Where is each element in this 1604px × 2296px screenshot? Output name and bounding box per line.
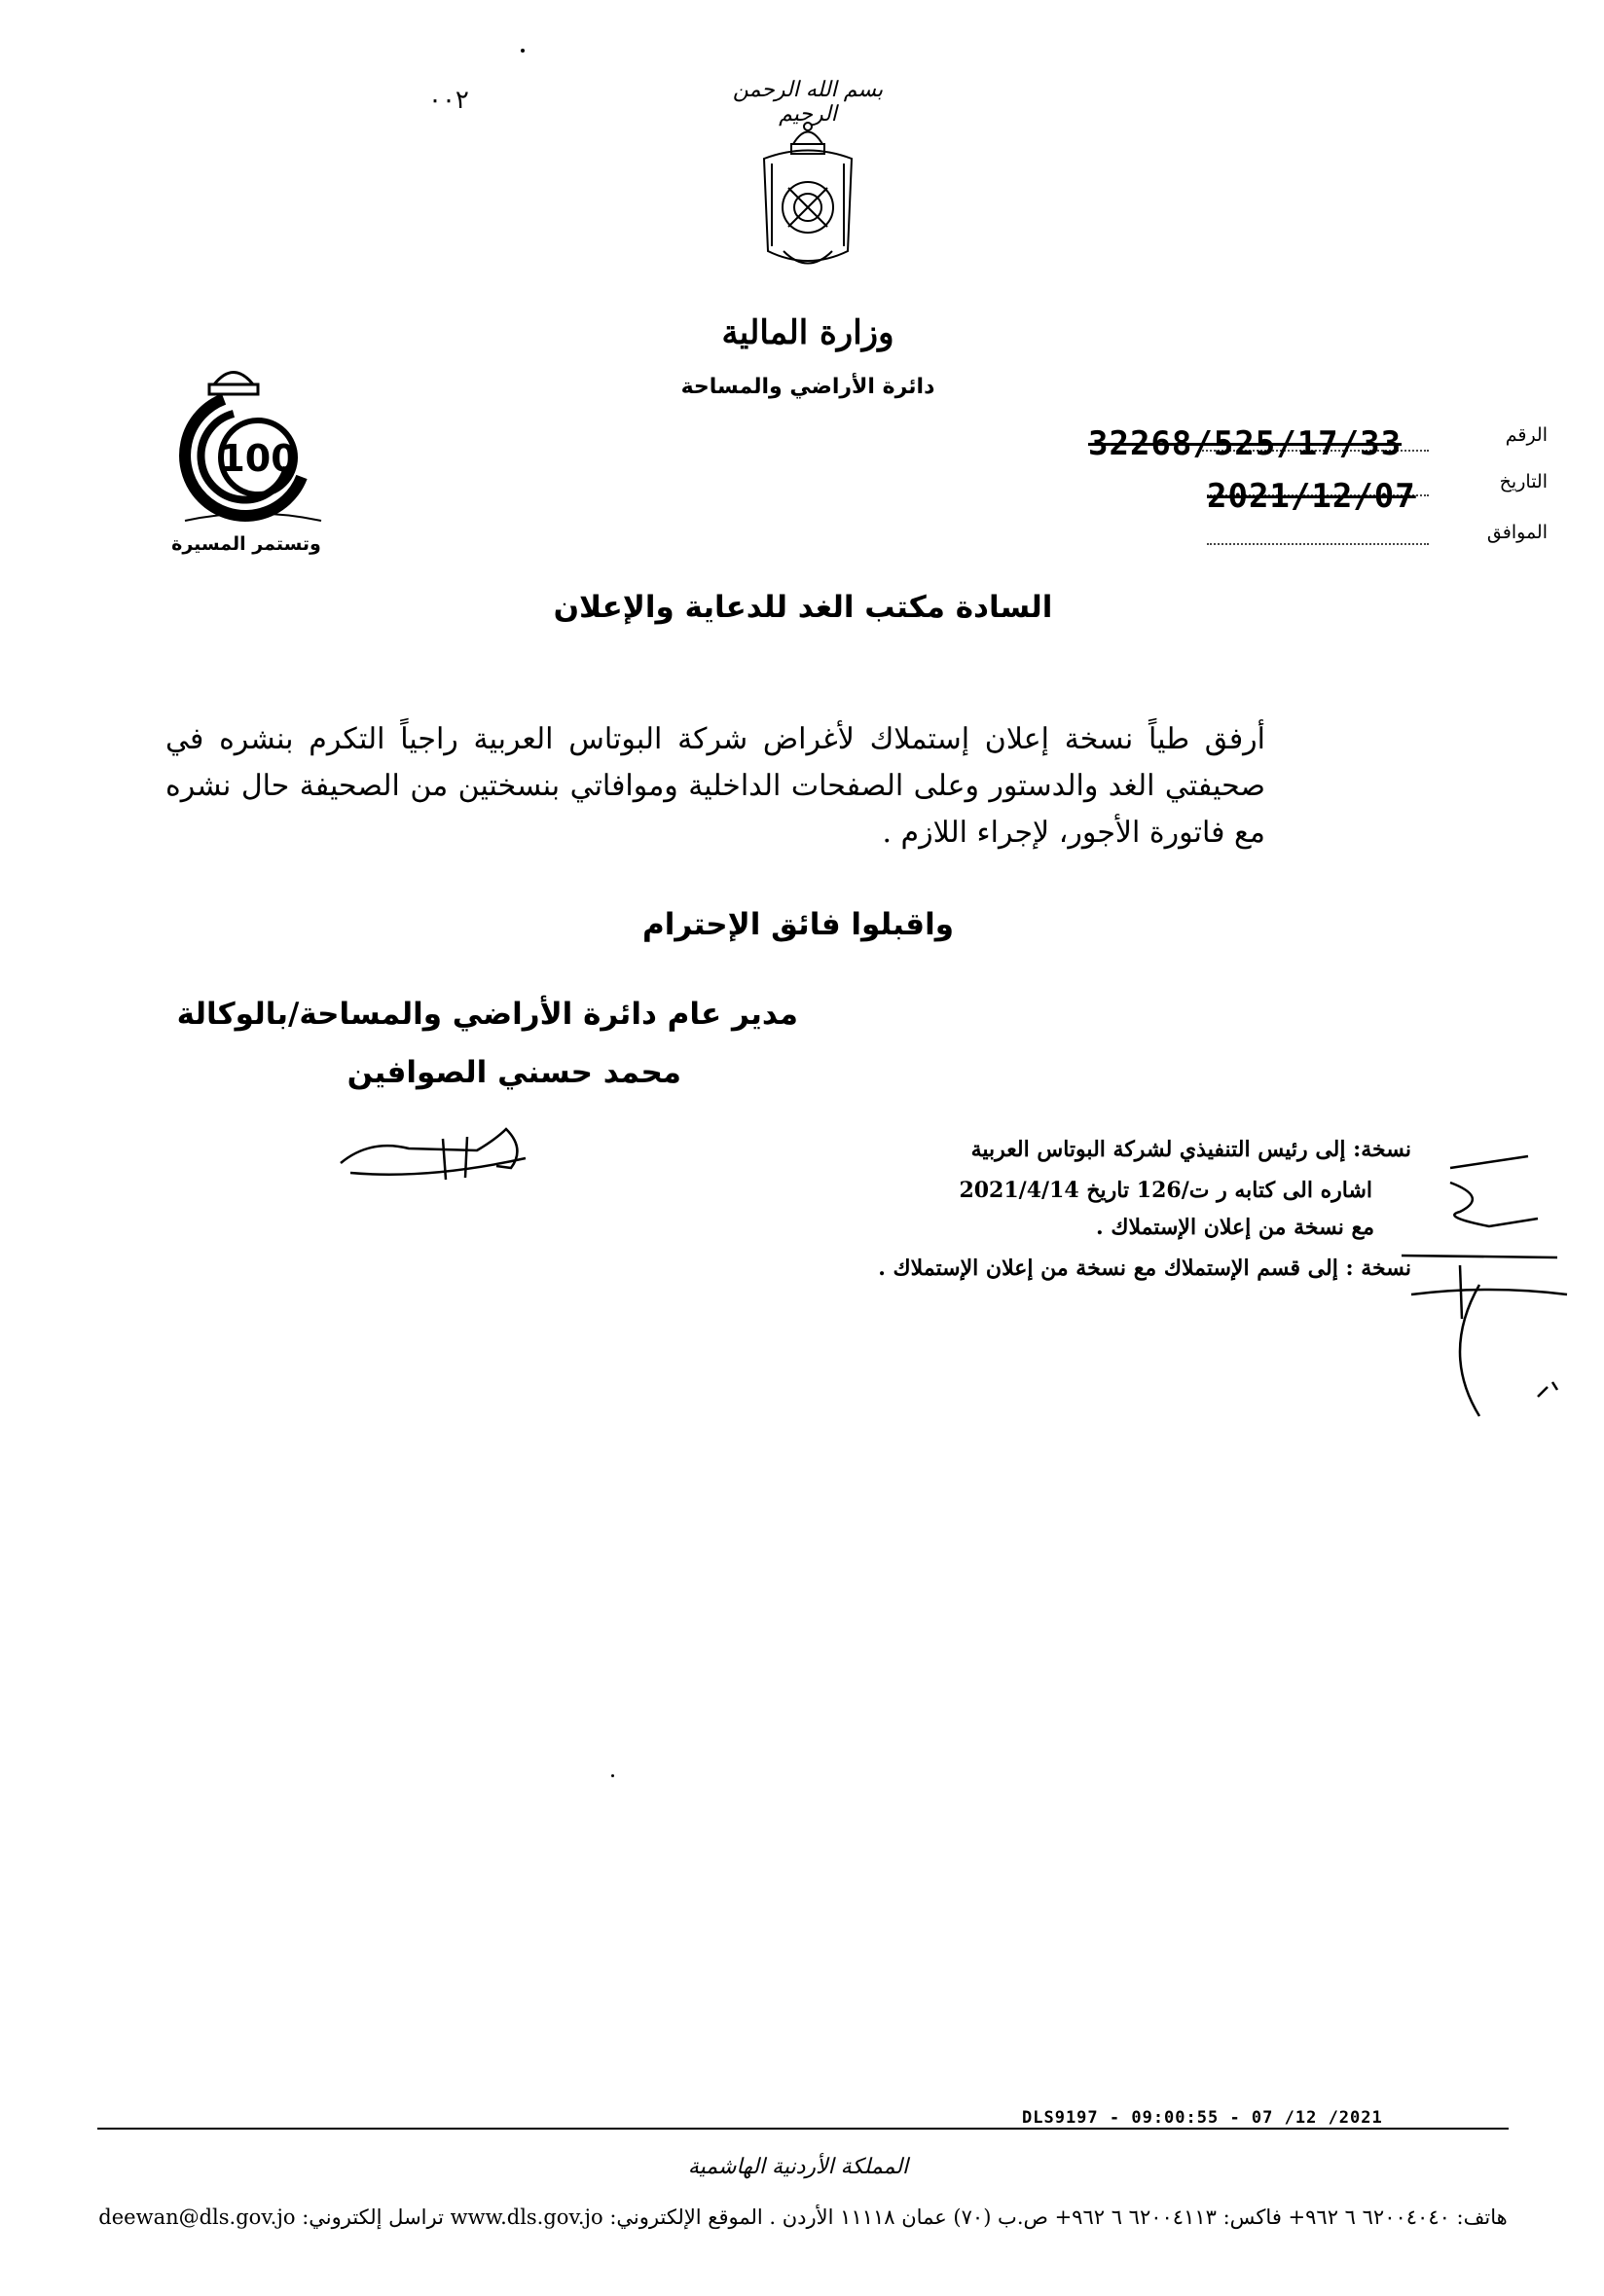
corresponding-date-dotted-line — [1207, 543, 1429, 545]
signatory-name: محمد حسني الصوافين — [346, 1055, 681, 1090]
basmala: بسم الله الرحمن الرحيم — [732, 78, 884, 127]
footer-divider — [97, 2128, 1509, 2130]
ministry-name: وزارة المالية — [721, 313, 894, 352]
centenary-number: 100 — [219, 437, 297, 480]
department-name: دائرة الأراضي والمساحة — [680, 375, 935, 399]
signatory-title: مدير عام دائرة الأراضي والمساحة/بالوكالة — [176, 997, 798, 1032]
stray-mark — [521, 49, 525, 53]
centenary-logo-icon — [165, 360, 331, 535]
copy-recipient-1-reference: اشاره الى كتابه ر ت/126 تاريخ 2021/4/14 — [959, 1178, 1372, 1203]
handwritten-page-mark: ٠٠٢ — [428, 86, 469, 115]
letter-body: أرفق طياً نسخة إعلان إستملاك لأغراض شركة البوتاس العربية راجياً التكرم بنشره في صحيفتي الغد والدستور وعلى الصفحات الداخلية وموافاتي بنسختين من الصحيفة حال نشره مع فاتورة الأجور، لإجراء اللازم . — [165, 722, 1265, 850]
addressee: السادة مكتب الغد للدعاية والإعلان — [553, 590, 1053, 625]
corresponding-date-label: الموافق — [1486, 522, 1548, 543]
copy-recipient-1: نسخة: إلى رئيس التنفيذي لشركة البوتاس العربية — [970, 1137, 1411, 1162]
centenary-motto: وتستمر المسيرة — [171, 533, 321, 555]
handwritten-signature — [331, 1119, 545, 1187]
contact-info: هاتف: ٦٢٠٠٤٠٤٠ ٦ ٩٦٢+ فاكس: ٦٢٠٠٤١١٣ ٦ ٩٦٢+ ص.ب (٧٠) عمان ١١١١٨ الأردن . الموقع الإلكتروني: www.dls.gov.jo تراسل إلكتروني: deewan@dls.gov.jo — [98, 2205, 1508, 2229]
closing-salutation: واقبلوا فائق الإحترام — [641, 907, 954, 942]
copy-recipient-2: نسخة : إلى قسم الإستملاك مع نسخة من إعلان الإستملاك . — [878, 1256, 1411, 1281]
handwritten-initials — [1382, 1148, 1577, 1421]
coat-of-arms-icon — [754, 115, 861, 280]
reference-number-label: الرقم — [1505, 424, 1548, 446]
reference-number-value: 32268/525/17/33 — [1088, 424, 1403, 463]
stray-mark — [611, 1774, 614, 1777]
reference-date-value: 2021/12/07 — [1207, 477, 1416, 516]
reference-date-label: التاريخ — [1499, 471, 1548, 492]
copy-recipient-1-attachment: مع نسخة من إعلان الإستملاك . — [1096, 1215, 1374, 1240]
system-timestamp: DLS9197 - 09:00:55 - 07 /12 /2021 — [1022, 2108, 1383, 2128]
kingdom-name: المملكة الأردنية الهاشمية — [687, 2155, 909, 2179]
